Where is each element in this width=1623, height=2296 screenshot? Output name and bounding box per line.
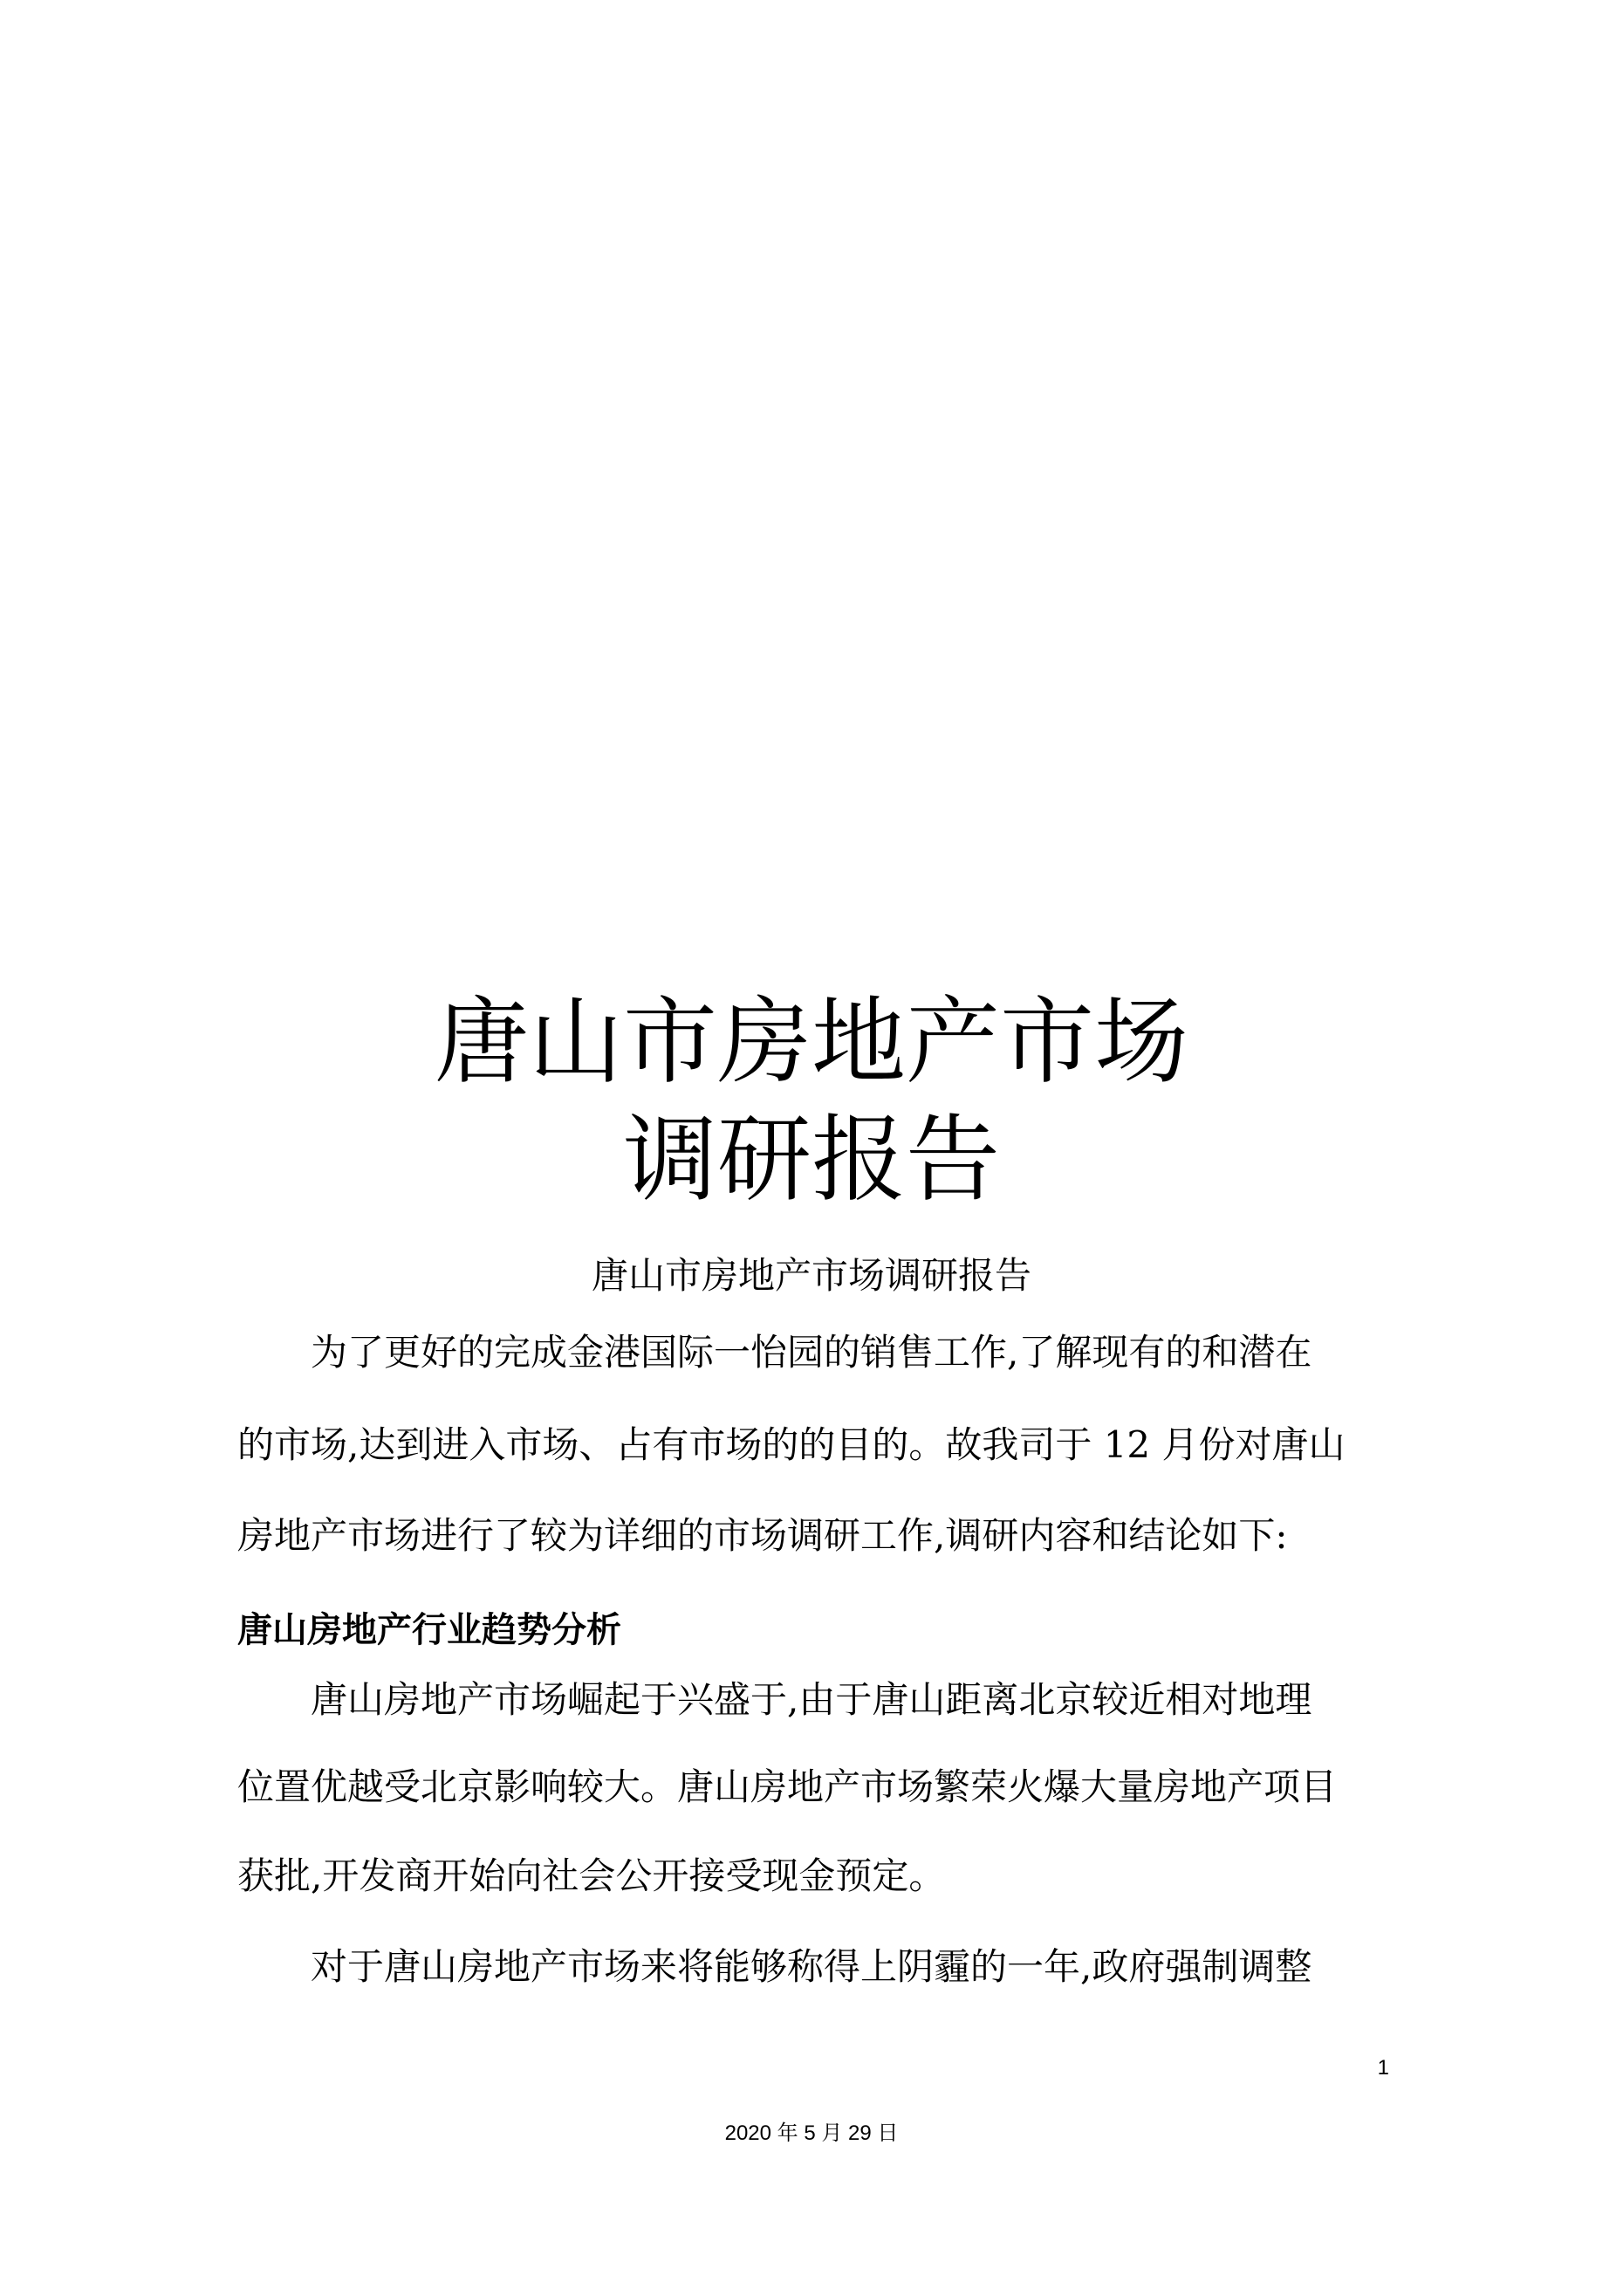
paragraph2-line-3: 获批,开发商开始向社会公开接受现金预定。 [237,1854,946,1897]
footer-date: 2020 年 5 月 29 日 [724,2121,899,2145]
section-heading: 唐山房地产行业趋势分析 [237,1610,621,1650]
paragraph2-line-1: 唐山房地产市场崛起于兴盛于,由于唐山距离北京较近相对地理 [311,1678,1312,1721]
document-subtitle: 唐山市房地产市场调研报告 [591,1254,1031,1297]
intro-line-3: 房地产市场进行了较为详细的市场调研工作,调研内容和结论如下: [237,1514,1288,1557]
intro-line-2: 的市场,达到进入市场、占有市场的的目的。故我司于 12 月份对唐山 [237,1423,1346,1466]
document-title-line2: 调研报告 [622,1106,1000,1215]
intro-line-1: 为了更好的完成金港国际一怡园的销售工作,了解现有的和潜在 [311,1331,1312,1374]
paragraph3-line-1: 对于唐山房地产市场来将能够称得上阴霾的一年,政府强制调整 [311,1945,1312,1988]
paragraph2-line-2: 位置优越受北京影响较大。唐山房地产市场繁荣火爆大量房地产项目 [237,1765,1338,1808]
page-number: 1 [1377,2056,1389,2080]
document-title-line1: 唐山市房地产市场 [434,988,1188,1097]
